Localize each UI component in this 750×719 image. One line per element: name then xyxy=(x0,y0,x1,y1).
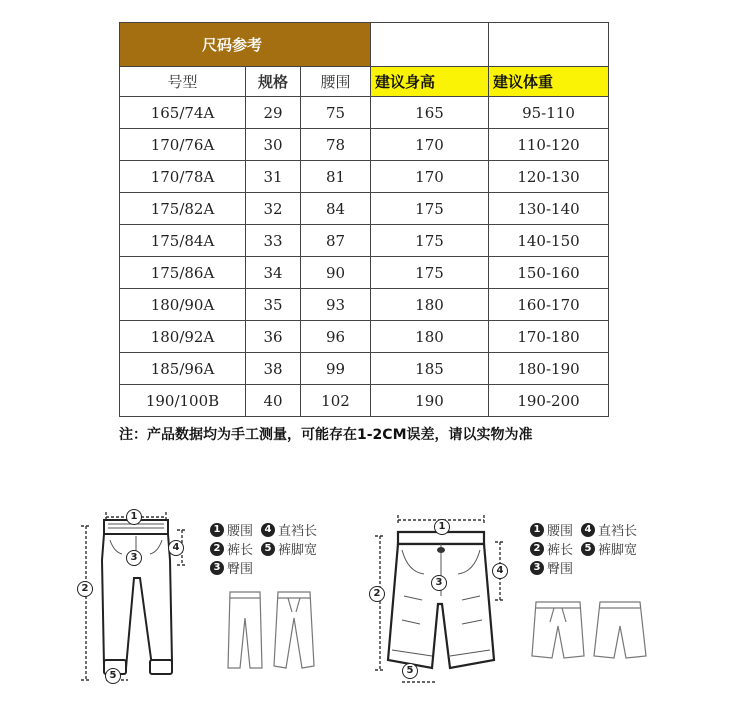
cell-height: 175 xyxy=(371,225,489,257)
cell-size: 35 xyxy=(246,289,301,321)
cell-waist: 96 xyxy=(301,321,371,353)
cell-height: 190 xyxy=(371,385,489,417)
marker-rise-pants: 4 xyxy=(168,540,184,556)
size-table xyxy=(119,22,609,417)
shorts-legend xyxy=(530,520,645,577)
table-title-row xyxy=(120,23,609,67)
legend-number: 4 xyxy=(261,523,275,537)
legend-number: 1 xyxy=(210,523,224,537)
cell-height: 180 xyxy=(371,321,489,353)
cell-weight: 140-150 xyxy=(489,225,609,257)
measurement-note: 注：产品数据均为手工测量，可能存在1-2CM误差，请以实物为准 xyxy=(119,427,533,443)
table-title: 尺码参考 xyxy=(120,23,371,67)
marker-length-shorts: 2 xyxy=(369,586,385,602)
cell-weight: 120-130 xyxy=(489,161,609,193)
table-row xyxy=(120,97,609,129)
table-row xyxy=(120,257,609,289)
cell-waist: 87 xyxy=(301,225,371,257)
cell-model: 165/74A xyxy=(120,97,246,129)
table-row xyxy=(120,161,609,193)
cell-size: 34 xyxy=(246,257,301,289)
cell-size: 36 xyxy=(246,321,301,353)
cell-height: 175 xyxy=(371,257,489,289)
legend-length: 裤长 xyxy=(227,543,254,558)
marker-length-pants: 2 xyxy=(77,581,93,597)
cell-height: 185 xyxy=(371,353,489,385)
cell-waist: 78 xyxy=(301,129,371,161)
cell-weight: 180-190 xyxy=(489,353,609,385)
legend-hip: 臀围 xyxy=(227,562,254,577)
cell-height: 170 xyxy=(371,129,489,161)
cell-size: 32 xyxy=(246,193,301,225)
cell-size: 40 xyxy=(246,385,301,417)
legend-leg-opening: 裤脚宽 xyxy=(278,543,318,558)
cell-weight: 190-200 xyxy=(489,385,609,417)
cell-model: 180/90A xyxy=(120,289,246,321)
table-row xyxy=(120,225,609,257)
cell-size: 31 xyxy=(246,161,301,193)
cell-height: 175 xyxy=(371,193,489,225)
marker-opening-pants: 5 xyxy=(105,668,121,684)
legend-number: 5 xyxy=(261,542,275,556)
marker-waist-shorts: 1 xyxy=(434,519,450,535)
cell-waist: 99 xyxy=(301,353,371,385)
cell-weight: 130-140 xyxy=(489,193,609,225)
cell-model: 180/92A xyxy=(120,321,246,353)
table-row xyxy=(120,129,609,161)
cell-height: 165 xyxy=(371,97,489,129)
cell-waist: 84 xyxy=(301,193,371,225)
legend-number: 1 xyxy=(530,523,544,537)
table-row xyxy=(120,353,609,385)
legend-number: 2 xyxy=(530,542,544,556)
table-row xyxy=(120,385,609,417)
cell-model: 170/76A xyxy=(120,129,246,161)
cell-size: 33 xyxy=(246,225,301,257)
legend-rise: 直裆长 xyxy=(278,524,318,539)
cell-size: 29 xyxy=(246,97,301,129)
table-row xyxy=(120,289,609,321)
cell-model: 175/84A xyxy=(120,225,246,257)
cell-height: 180 xyxy=(371,289,489,321)
header-height: 建议身高 xyxy=(371,67,489,97)
table-row xyxy=(120,321,609,353)
cell-waist: 102 xyxy=(301,385,371,417)
cell-model: 185/96A xyxy=(120,353,246,385)
cell-waist: 90 xyxy=(301,257,371,289)
cell-height: 170 xyxy=(371,161,489,193)
legend-waist: 腰围 xyxy=(547,524,574,539)
cell-waist: 93 xyxy=(301,289,371,321)
blank-cell xyxy=(371,23,489,67)
marker-waist-pants: 1 xyxy=(126,509,142,525)
legend-leg-opening: 裤脚宽 xyxy=(598,543,638,558)
header-waist: 腰围 xyxy=(301,67,371,97)
cell-waist: 81 xyxy=(301,161,371,193)
cell-model: 175/82A xyxy=(120,193,246,225)
legend-number: 2 xyxy=(210,542,224,556)
marker-hip-shorts: 3 xyxy=(431,575,447,591)
marker-rise-shorts: 4 xyxy=(492,563,508,579)
cell-weight: 95-110 xyxy=(489,97,609,129)
cell-weight: 150-160 xyxy=(489,257,609,289)
table-header-row xyxy=(120,67,609,97)
pants-legend xyxy=(210,520,325,577)
cell-weight: 170-180 xyxy=(489,321,609,353)
cell-size: 38 xyxy=(246,353,301,385)
legend-waist: 腰围 xyxy=(227,524,254,539)
cell-waist: 75 xyxy=(301,97,371,129)
cell-weight: 160-170 xyxy=(489,289,609,321)
legend-number: 3 xyxy=(530,561,544,575)
header-size: 规格 xyxy=(246,67,301,97)
cell-model: 170/78A xyxy=(120,161,246,193)
legend-number: 5 xyxy=(581,542,595,556)
table-row xyxy=(120,193,609,225)
table-body xyxy=(120,97,609,417)
legend-number: 4 xyxy=(581,523,595,537)
shorts-thumbnails xyxy=(530,596,650,666)
pants-thumbnails xyxy=(222,588,322,673)
marker-opening-shorts: 5 xyxy=(402,663,418,679)
cell-model: 190/100B xyxy=(120,385,246,417)
marker-hip-pants: 3 xyxy=(126,550,142,566)
header-model: 号型 xyxy=(120,67,246,97)
blank-cell xyxy=(489,23,609,67)
legend-number: 3 xyxy=(210,561,224,575)
cell-model: 175/86A xyxy=(120,257,246,289)
legend-hip: 臀围 xyxy=(547,562,574,577)
header-weight: 建议体重 xyxy=(489,67,609,97)
legend-rise: 直裆长 xyxy=(598,524,638,539)
cell-weight: 110-120 xyxy=(489,129,609,161)
legend-length: 裤长 xyxy=(547,543,574,558)
cell-size: 30 xyxy=(246,129,301,161)
